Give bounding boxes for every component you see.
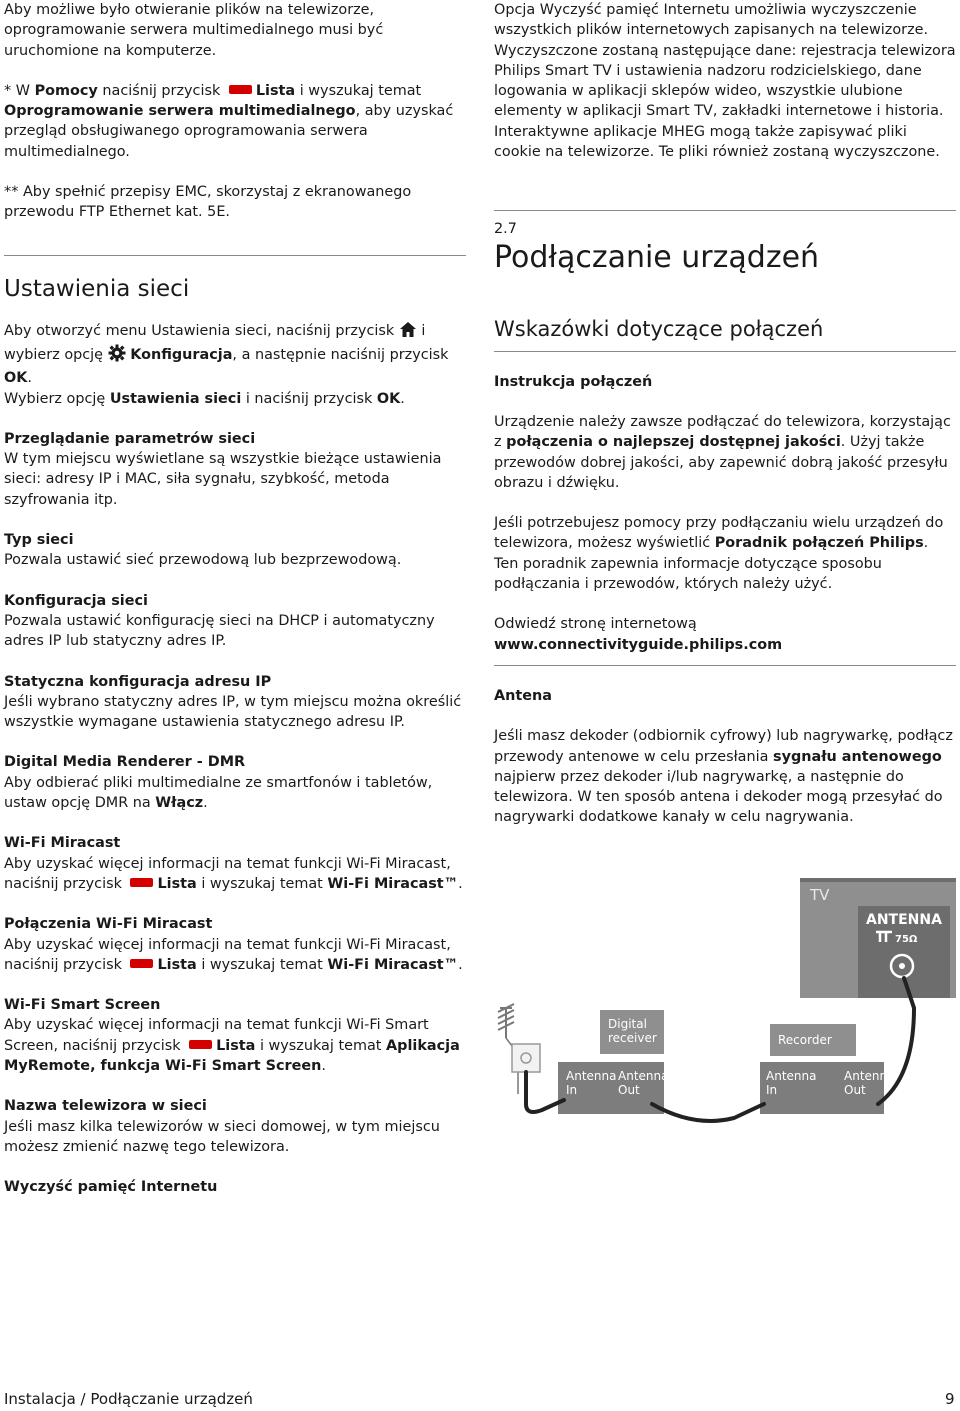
section-title-connection-tips: Wskazówki dotyczące połączeń bbox=[494, 316, 824, 341]
red-key-icon bbox=[189, 1040, 212, 1049]
gear-icon bbox=[108, 344, 126, 368]
paragraph-network-params: W tym miejscu wyświetlane są wszystkie bieżące ustawienia sieci: adresy IP i MAC, siła sygnału, szybkość, metoda szyfrowania itp. bbox=[4, 451, 442, 508]
subheading-connection-guide: Instrukcja połączeń bbox=[494, 373, 653, 390]
receiver-antenna-in-line1: Antenna bbox=[566, 1069, 617, 1083]
digital-receiver-line1: Digital bbox=[608, 1017, 647, 1031]
subheading-miracast: Wi-Fi Miracast bbox=[4, 835, 121, 852]
subheading-clear-internet: Wyczyść pamięć Internetu bbox=[4, 1179, 218, 1196]
paragraph-smart-screen: Aby uzyskać więcej informacji na temat funkcji Wi-Fi Smart Screen, naciśnij przycisk Lista i wyszukaj temat Aplikacja MyRemote, funkcja Wi-Fi Smart Screen. bbox=[4, 1017, 460, 1074]
recorder-label: Recorder bbox=[778, 1033, 832, 1047]
subheading-smart-screen: Wi-Fi Smart Screen bbox=[4, 997, 161, 1014]
website-link[interactable]: www.connectivityguide.philips.com bbox=[494, 636, 783, 653]
paragraph-network-type: Pozwala ustawić sieć przewodową lub bezprzewodową. bbox=[4, 552, 402, 569]
tv-label: TV bbox=[810, 886, 830, 904]
receiver-antenna-out-line2: Out bbox=[618, 1083, 640, 1097]
paragraph-clear-internet: Opcja Wyczyść pamięć Internetu umożliwia wyczyszczenie wszystkich plików internetowych zapisanych na telewizorze. Wyczyszczone zostaną następujące dane: rejestracja telewizora Philips Smart TV i ustawienia nadzoru rodzicielskiego, dane logowania w aplikacji sklepów wideo, wszystkie ulubione elementy w aplikacji Smart TV, zakładki internetowe i historia. Interaktywne aplikacje MHEG mogą także zapisywać pliki cookie na telewizorze. Te pliki również zostaną wyczyszczone. bbox=[494, 2, 956, 161]
subheading-tv-name: Nazwa telewizora w sieci bbox=[4, 1098, 207, 1115]
chapter-number: 2.7 bbox=[494, 221, 517, 238]
page-number: 9 bbox=[945, 1390, 955, 1408]
paragraph-antenna: Jeśli masz dekoder (odbiornik cyfrowy) lub nagrywarkę, podłącz przewody antenowe w celu przesłania sygnału antenowego najpierw przez dekoder i/lub nagrywarkę, a następnie do telewizora. W ten sposób antena i dekoder mogą przesyłać do nagrywarki dodatkowe kanały w celu nagrywania. bbox=[494, 728, 953, 826]
paragraph-miracast-connections: Aby uzyskać więcej informacji na temat funkcji Wi-Fi Miracast, naciśnij przycisk Lista i wyszukaj temat Wi-Fi Miracast™. bbox=[4, 936, 463, 973]
paragraph-emc-note: ** Aby spełnić przepisy EMC, skorzystaj z ekranowanego przewodu FTP Ethernet kat. 5E. bbox=[4, 184, 412, 221]
antenna-connection-diagram bbox=[494, 878, 956, 1138]
paragraph-connectivity-guide: Jeśli potrzebujesz pomocy przy podłączaniu wielu urządzeń do telewizora, możesz wyświetlić Poradnik połączeń Philips. Ten poradnik zapewnia informacje dotyczące sposobu podłączania i przewodów, których należy użyć. bbox=[494, 515, 944, 593]
red-key-icon bbox=[130, 878, 153, 887]
paragraph-visit-website: Odwiedź stronę internetową bbox=[494, 616, 697, 633]
antenna-ohm-label: 75Ω bbox=[895, 934, 918, 945]
subheading-network-type: Typ sieci bbox=[4, 532, 74, 549]
antenna-port-label: ANTENNA bbox=[866, 912, 942, 928]
subheading-network-params: Przeglądanie parametrów sieci bbox=[4, 430, 256, 447]
paragraph-tv-name: Jeśli masz kilka telewizorów w sieci domowej, w tym miejscu możesz zmienić nazwę tego telewizora. bbox=[4, 1118, 440, 1155]
paragraph-best-connection: Urządzenie należy zawsze podłączać do telewizora, korzystając z połączenia o najlepszej dostępnej jakości. Użyj także przewodów dobrej jakości, aby zapewnić dobrą jakość przesyłu obrazu i dźwięku. bbox=[494, 413, 951, 491]
paragraph-media-server: Aby możliwe było otwieranie plików na telewizorze, oprogramowanie serwera multimedialnego musi być uruchomione na komputerze. bbox=[4, 2, 384, 59]
paragraph-dmr: Aby odbierać pliki multimedialne ze smartfonów i tabletów, ustaw opcję DMR na Włącz. bbox=[4, 774, 433, 812]
subheading-miracast-connections: Połączenia Wi-Fi Miracast bbox=[4, 916, 213, 933]
subheading-network-config: Konfiguracja sieci bbox=[4, 592, 148, 609]
tv-panel bbox=[800, 878, 956, 998]
chapter-title: Podłączanie urządzeń bbox=[494, 239, 820, 275]
home-icon bbox=[399, 321, 417, 344]
paragraph-help-note: * W Pomocy naciśnij przycisk Lista i wyszukaj temat Oprogramowanie serwera multimedialnego, aby uzyskać przegląd obsługiwanego oprogramowania serwera multimedialnego. bbox=[4, 82, 454, 160]
digital-receiver-line2: receiver bbox=[608, 1031, 657, 1045]
paragraph-network-config: Pozwala ustawić konfigurację sieci na DHCP i automatyczny adres IP lub statyczny adres IP. bbox=[4, 612, 435, 650]
right-column bbox=[494, 0, 956, 828]
wall-socket-icon bbox=[512, 1044, 540, 1072]
paragraph-static-ip: Jeśli wybrano statyczny adres IP, w tym miejscu można określić wszystkie wymagane ustawienia statycznego adresu IP. bbox=[4, 693, 462, 731]
left-column bbox=[4, 0, 466, 1197]
paragraph-miracast: Aby uzyskać więcej informacji na temat funkcji Wi-Fi Miracast, naciśnij przycisk Lista i wyszukaj temat Wi-Fi Miracast™. bbox=[4, 855, 463, 892]
paragraph-intro-2: Wybierz opcję Ustawienia sieci i naciśnij przycisk OK. bbox=[4, 390, 405, 407]
red-key-icon bbox=[229, 85, 252, 94]
section-title: Ustawienia sieci bbox=[4, 275, 190, 302]
digital-receiver-box bbox=[558, 1010, 668, 1114]
recorder-antenna-out-line1: Antenna bbox=[844, 1069, 895, 1083]
recorder-antenna-in-line1: Antenna bbox=[766, 1069, 817, 1083]
recorder-box bbox=[760, 1024, 894, 1114]
subheading-static-ip: Statyczna konfiguracja adresu IP bbox=[4, 673, 272, 690]
recorder-antenna-in-line2: In bbox=[766, 1083, 778, 1097]
footer-section-title: Instalacja / Podłączanie urządzeń bbox=[4, 1390, 253, 1408]
red-key-icon bbox=[130, 959, 153, 968]
subheading-antenna: Antena bbox=[494, 687, 552, 704]
subheading-dmr: Digital Media Renderer - DMR bbox=[4, 754, 246, 771]
receiver-antenna-out-line1: Antenna bbox=[618, 1069, 669, 1083]
receiver-antenna-in-line2: In bbox=[566, 1083, 578, 1097]
recorder-antenna-out-line2: Out bbox=[844, 1083, 866, 1097]
paragraph-intro: Aby otworzyć menu Ustawienia sieci, naciśnij przycisk i wybierz opcję Konfiguracja, a następnie naciśnij przycisk OK. bbox=[4, 322, 449, 387]
